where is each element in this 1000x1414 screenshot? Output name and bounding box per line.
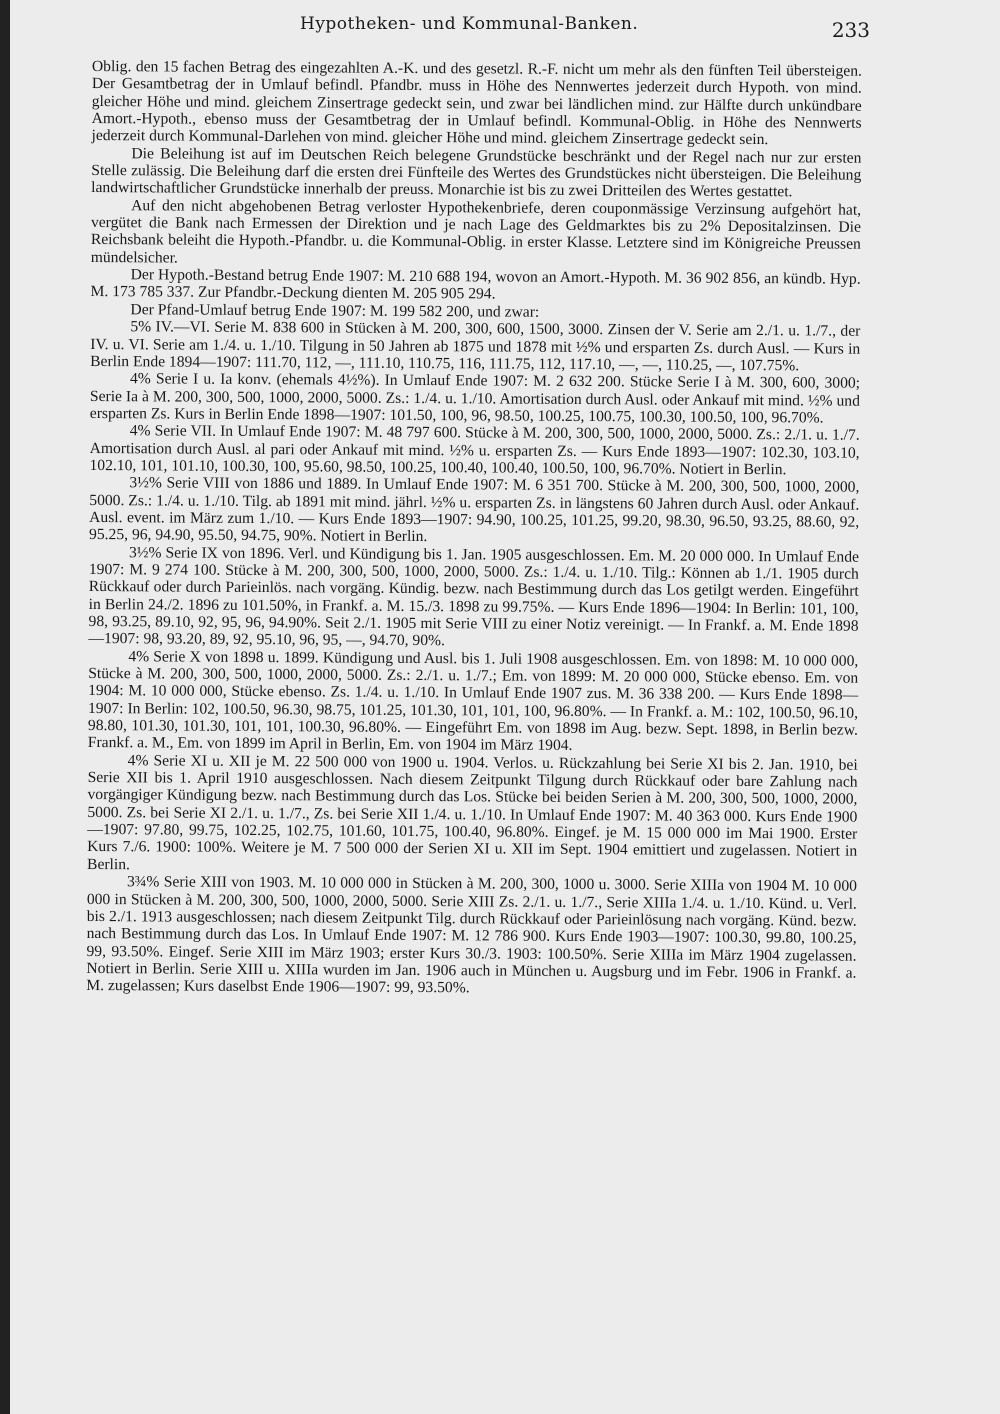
paragraph-series-xi-xii: 4% Serie XI u. XII je M. 22 500 000 von 1900 u. 1904. Verlos. u. Rückzahlung bei Serie XI bis 2. Jan. 1910, bei Serie XII bis 1. April 1910 ausgeschlossen. Nach diesem Zeitpunkt Tilgung durch Rückkauf oder bare Zahlung nach vorgängiger Kündigung bezw. nach Bestimmung durch das Los. Stücke bei beiden Serien à M. 200, 300, 500, 1000, 2000, 5000. Zs. bei Serie XI 2./1. u. 1./7., Zs. bei Serie XII 1./4. u. 1./10. In Umlauf Ende 1907: M. 40 363 000. Kurs Ende 1900—1907: 97.80, 99.75, 102.25, 102.75, 101.60, 101.75, 100.40, 96.80%. Eingef. je M. 15 000 000 im Mai 1900. Erster Kurs 7./6. 1900: 100%. Weitere je M. 7 500 000 der Serien XI u. XII im Sept. 1904 emittiert und zugelassen. Notiert in Berlin. <box>87 751 858 874</box>
paragraph-series-vii: 4% Serie VII. In Umlauf Ende 1907: M. 48 797 600. Stücke à M. 200, 300, 500, 1000, 2000, 5000. Zs.: 2./1. u. 1./7. Amortisation durch Ausl. al pari oder Ankauf mit mind. ½% u. ersparten Zs. — Kurs Ende 1893—1907: 102.30, 103.10, 102.10, 101, 101.10, 100.30, 100, 95.60, 98.50, 100.25, 100.40, 100.40, 100.50, 100, 96.70%. Notiert in Berlin. <box>89 422 860 479</box>
paragraph-lending-limits: Die Beleihung ist auf im Deutschen Reich belegene Grundstücke beschränkt und der Regel nach nur zur ersten Stelle zulässig. Die Beleihung darf die ersten drei Fünfteile des Wertes des Grundstückes nicht übersteigen. Die Beleihung landwirtschaftlicher Grundstücke innerhalb der preuss. Monarchie ist bis zu zwei Dritteilen des Wertes gestattet. <box>91 144 862 201</box>
header-title: Hypotheken- und Kommunal-Banken. <box>300 14 639 34</box>
paragraph-mortgage-holdings: Der Hypoth.-Bestand betrug Ende 1907: M. 210 688 194, wovon an Amort.-Hypoth. M. 36 902 856, an kündb. Hyp. M. 173 785 337. Zur Pfandbr.-Deckung dienten M. 205 905 294. <box>90 266 861 303</box>
scan-left-edge <box>0 0 10 1414</box>
paragraph-series-viii: 3½% Serie VIII von 1886 und 1889. In Umlauf Ende 1907: M. 6 351 700. Stücke à M. 200, 300, 500, 1000, 2000, 5000. Zs.: 1./4. u. 1./10. Tilg. ab 1891 mit mind. jährl. ½% u. ersparten Zs. in längstens 60 Jahren durch Ausl. oder Ankauf. Ausl. event. im März zum 1./10. — Kurs Ende 1893—1907: 94.90, 100.25, 101.25, 99.20, 98.30, 96.50, 93.25, 88.60, 92, 95.25, 96, 94.90, 95.50, 94.75, 90%. Notiert in Berlin. <box>89 474 860 546</box>
paragraph-series-x: 4% Serie X von 1898 u. 1899. Kündigung und Ausl. bis 1. Juli 1908 ausgeschlossen. Em. von 1898: M. 10 000 000, Stücke à M. 200, 300, 500, 1000, 2000, 5000. Zs.: 2./1. u. 1./7.; Em. von 1899: M. 20 000 000, Stücke ebenso. Em. von 1904: M. 10 000 000, Stücke ebenso. Zs. 1./4. u. 1./10. In Umlauf Ende 1907 zus. M. 36 338 200. — Kurs Ende 1898—1907: In Berlin: 102, 100.50, 96.30, 98.75, 101.25, 101.30, 101, 101, 100, 96.80%. — In Frankf. a. M.: 102, 100.50, 96.10, 98.80, 101.30, 101.30, 101, 101, 100.30, 96.80%. — Eingeführt Em. von 1898 im Aug. bezw. Sept. 1898, in Berlin bezw. Frankf. a. M., Em. von 1899 im April in Berlin, Em. von 1904 im März 1904. <box>87 647 859 755</box>
paragraph-series-xiii: 3¾% Serie XIII von 1903. M. 10 000 000 in Stücken à M. 200, 300, 1000 u. 3000. Serie XIIIa von 1904 M. 10 000 000 in Stücken à M. 200, 300, 500, 1000, 2000, 5000. Serie XIII Zs. 2./1. u. 1./7., Serie XIIIa 1./4. u. 1./10. Künd. u. Verl. bis 2./1. 1913 ausgeschlossen; nach diesem Zeitpunkt Tilg. durch Rückkauf oder Parieinlösung nach vorgäng. Künd. bezw. nach Bestimmung durch das Los. In Umlauf Ende 1907: M. 12 786 900. Kurs Ende 1903—1907: 100.30, 99.80, 100.25, 99, 93.50%. Eingef. Serie XIII im März 1903; erster Kurs 30./3. 1903: 100.50%. Serie XIIIa im März 1904 zugelassen. Notiert in Berlin. Serie XIII u. XIIIa wurden im Jan. 1906 auch in München u. Augsburg und im Febr. 1906 in Frankf. a. M. zugelassen; Kurs daselbst Ende 1906—1907: 99, 93.50%. <box>86 873 858 997</box>
page-body <box>86 58 862 999</box>
running-header <box>110 14 870 44</box>
paragraph-circulation: Der Pfand-Umlauf betrug Ende 1907: M. 199 582 200, und zwar: <box>130 301 540 321</box>
paragraph-series-iv-vi: 5% IV.—VI. Serie M. 838 600 in Stücken à M. 200, 300, 600, 1500, 3000. Zinsen der V. Serie am 2./1. u. 1./7., der IV. u. VI. Serie am 1./4. u. 1./10. Tilgung in 50 Jahren ab 1875 und 1878 mit ½% und ersparten Zs. durch Ausl. — Kurs in Berlin Ende 1894—1907: 111.70, 112, —, 111.10, 110.75, 116, 111.75, 112, 117.10, —, —, 110.25, —, 107.75%. <box>90 318 861 375</box>
paragraph-series-i-ia: 4% Serie I u. Ia konv. (ehemals 4½%). In Umlauf Ende 1907: M. 2 632 200. Stücke Serie I à M. 300, 600, 3000; Serie Ia à M. 200, 300, 500, 1000, 2000, 5000. Zs.: 1./4. u. 1./10. Amortisation durch Ausl. oder Ankauf mit mind. ½% und ersparten Zs. Kurs in Berlin Ende 1898—1907: 101.50, 100, 96, 98.50, 100.25, 100.75, 100.30, 100.50, 100, 96.70%. <box>89 370 861 427</box>
paragraph-deposit-interest: Auf den nicht abgehobenen Betrag verloster Hypothekenbriefe, deren couponmässige Verzinsung aufgehört hat, vergütet die Bank nach Ermessen der Direktion und je nach Lage des Geldmarktes bis zu 2% Depositalzinsen. Die Reichsbank beleiht die Hypoth.-Pfandbr. u. die Kommunal-Oblig. in erster Klasse. Letztere sind im Königreiche Preussen mündelsicher. <box>90 196 862 267</box>
paragraph-covering-rules: Oblig. den 15 fachen Betrag des eingezahlten A.-K. und des gesetzl. R.-F. nicht um mehr als den fünften Teil übersteigen. Der Gesamtbetrag der in Umlauf befindl. Pfandbr. muss in Höhe des Nennwertes jederzeit durch Hypoth. von mind. gleicher Höhe und mind. gleichem Zinsertrage gedeckt sein, und zwar bei ländlichen mind. zur Hälfte durch unkündbare Amort.-Hypoth., ebenso muss der Gesamtbetrag der in Umlauf befindl. Kommunal-Oblig. in Höhe des Nennwerts jederzeit durch Kommunal-Darlehen von mind. gleicher Höhe und mind. gleichem Zinsertrage gedeckt sein. <box>91 58 862 149</box>
paragraph-series-ix: 3½% Serie IX von 1896. Verl. und Kündigung bis 1. Jan. 1905 ausgeschlossen. Em. M. 20 000 000. In Umlauf Ende 1907: M. 9 274 100. Stücke à M. 200, 300, 500, 1000, 2000, 5000. Zs.: 1./4. u. 1./10. Tilg.: Können ab 1./1. 1905 durch Rückkauf oder durch Parieinlös. nach vorgäng. Kündig. bezw. nach Bestimmung durch das Los getilgt werden. Eingeführt in Berlin 24./2. 1896 zu 101.50%, in Frankf. a. M. 15./3. 1898 zu 99.75%. — Kurs Ende 1896—1904: In Berlin: 101, 100, 98, 93.25, 89.10, 92, 95, 96, 94.90%. Seit 2./1. 1905 mit Serie VIII zu einer Notiz vereinigt. — In Frankf. a. M. Ende 1898—1907: 98, 93.20, 89, 92, 95.10, 96, 95, —, 94.70, 90%. <box>88 543 860 650</box>
page-number: 233 <box>831 18 870 42</box>
